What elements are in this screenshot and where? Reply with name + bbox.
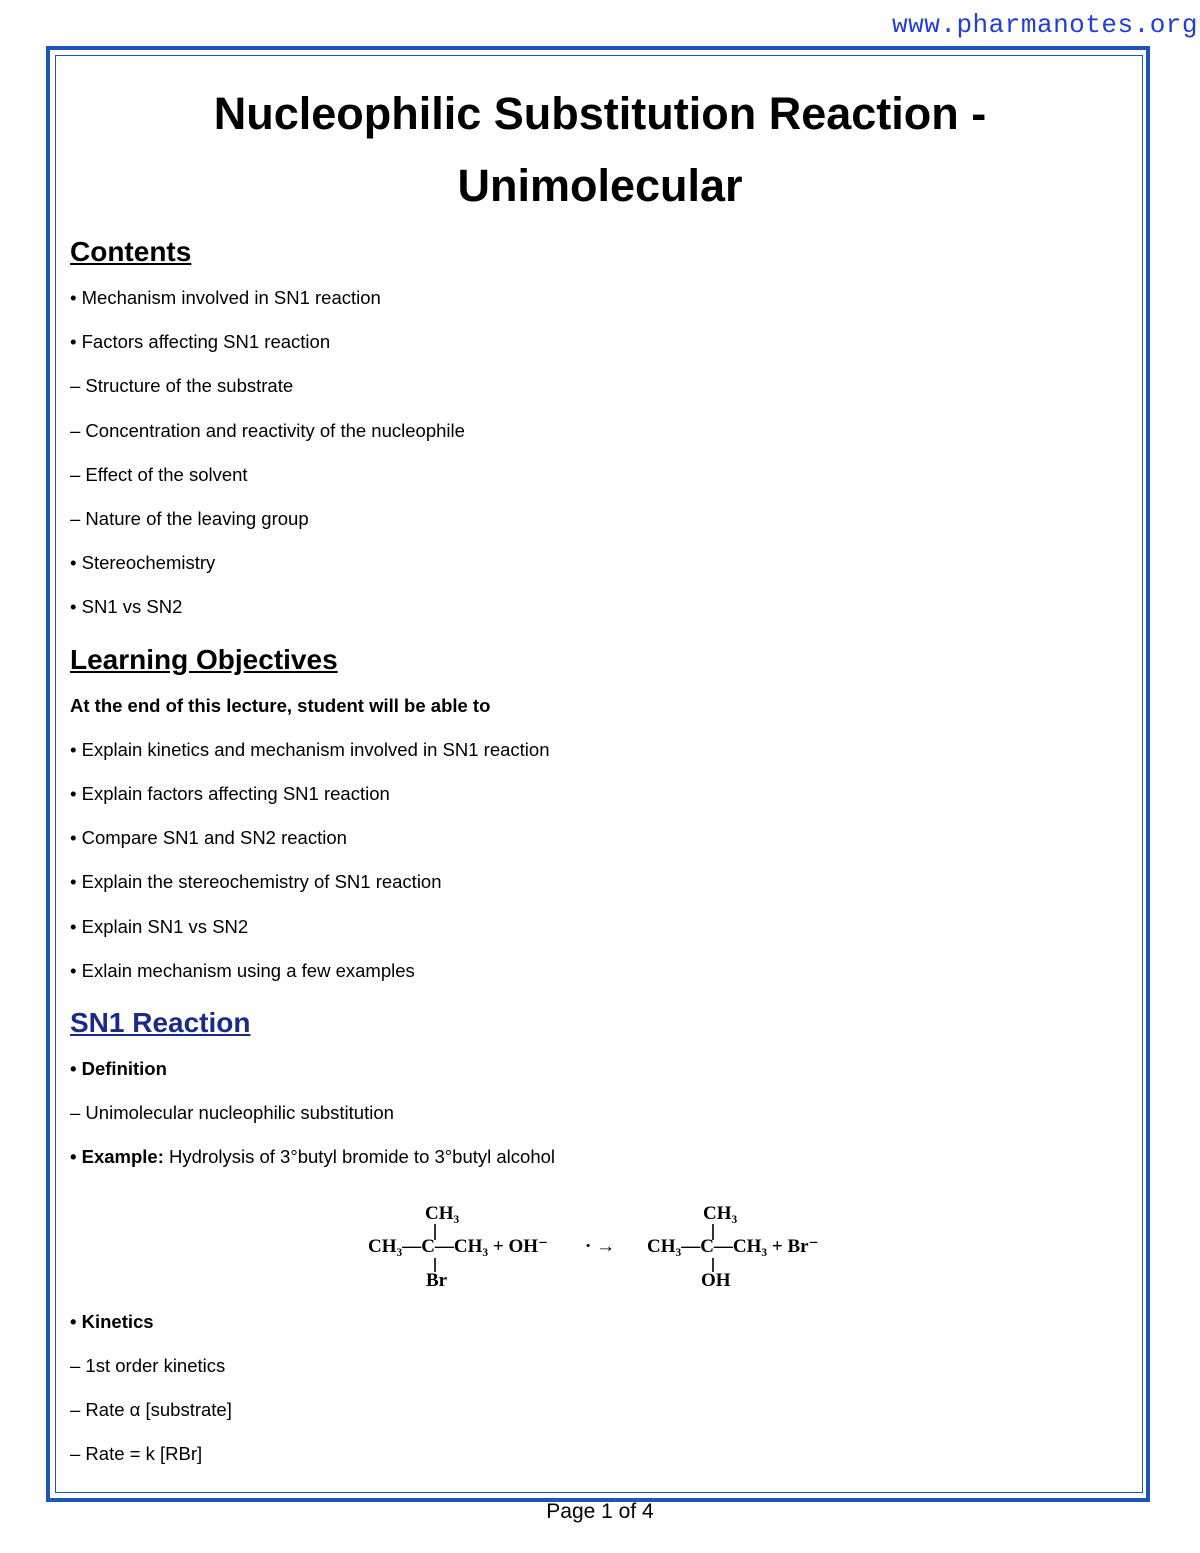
page-number: Page 1 of 4 <box>546 1500 654 1523</box>
example-line <box>70 1135 1130 1179</box>
equation-bottom-right: OH <box>701 1269 731 1286</box>
objective-item: • Compare SN1 and SN2 reaction <box>70 827 347 849</box>
title-line-2: Unimolecular <box>457 160 743 211</box>
kinetics-item: – Rate = k [RBr] <box>70 1443 203 1465</box>
contents-list <box>70 276 1130 630</box>
contents-item: • SN1 vs SN2 <box>70 596 183 618</box>
equation-top-left: CH₃ <box>425 1202 460 1224</box>
contents-item: • Stereochemistry <box>70 552 216 574</box>
objective-item: • Explain factors affecting SN1 reaction <box>70 783 390 805</box>
title-line-1: Nucleophilic Substitution Reaction - <box>213 88 987 139</box>
equation-arrow: · → <box>585 1235 616 1257</box>
objective-item: • Explain kinetics and mechanism involved in SN1 reaction <box>70 738 550 760</box>
kinetics-item: – Rate α [substrate] <box>70 1399 232 1421</box>
equation-bottom-left: Br <box>426 1269 448 1286</box>
equation-left: CH₃—C—CH₃ + OH⁻ <box>368 1235 549 1257</box>
kinetics-item: – 1st order kinetics <box>70 1354 226 1376</box>
objective-item: • Explain SN1 vs SN2 <box>70 915 249 937</box>
kinetics-label: • Kinetics <box>70 1310 154 1332</box>
contents-item: – Nature of the leaving group <box>70 508 309 530</box>
definition-text: – Unimolecular nucleophilic substitution <box>70 1102 394 1124</box>
objective-item: • Exlain mechanism using a few examples <box>70 959 415 981</box>
contents-heading: Contents <box>70 236 192 267</box>
equation-right: CH₃—C—CH₃ + Br⁻ <box>647 1235 819 1257</box>
example-text: Hydrolysis of 3°butyl bromide to 3°butyl alcohol <box>163 1146 556 1168</box>
equation-top-right: CH₃ <box>703 1202 738 1224</box>
document-body <box>70 78 1130 1476</box>
objectives-intro: At the end of this lecture, student will be able to <box>70 694 491 716</box>
definition-label: • Definition <box>70 1058 167 1080</box>
contents-item: – Concentration and reactivity of the nucleophile <box>70 419 465 441</box>
website-watermark: www.pharmanotes.org <box>892 10 1198 40</box>
page-title <box>70 78 1130 222</box>
reaction-equation <box>70 1180 1130 1300</box>
sn1-reaction-heading: SN1 Reaction <box>70 1007 251 1039</box>
contents-item: • Mechanism involved in SN1 reaction <box>70 287 381 308</box>
contents-item: – Effect of the solvent <box>70 463 248 485</box>
objectives-list <box>70 684 1130 993</box>
objective-item: • Explain the stereochemistry of SN1 reaction <box>70 871 442 893</box>
sn1-section <box>70 1047 1130 1476</box>
contents-item: – Structure of the substrate <box>70 375 294 397</box>
learning-objectives-heading: Learning Objectives <box>70 643 338 675</box>
reaction-equation-drawing <box>360 1186 840 1286</box>
example-label: • Example: <box>70 1146 164 1168</box>
contents-item: • Factors affecting SN1 reaction <box>70 331 331 353</box>
